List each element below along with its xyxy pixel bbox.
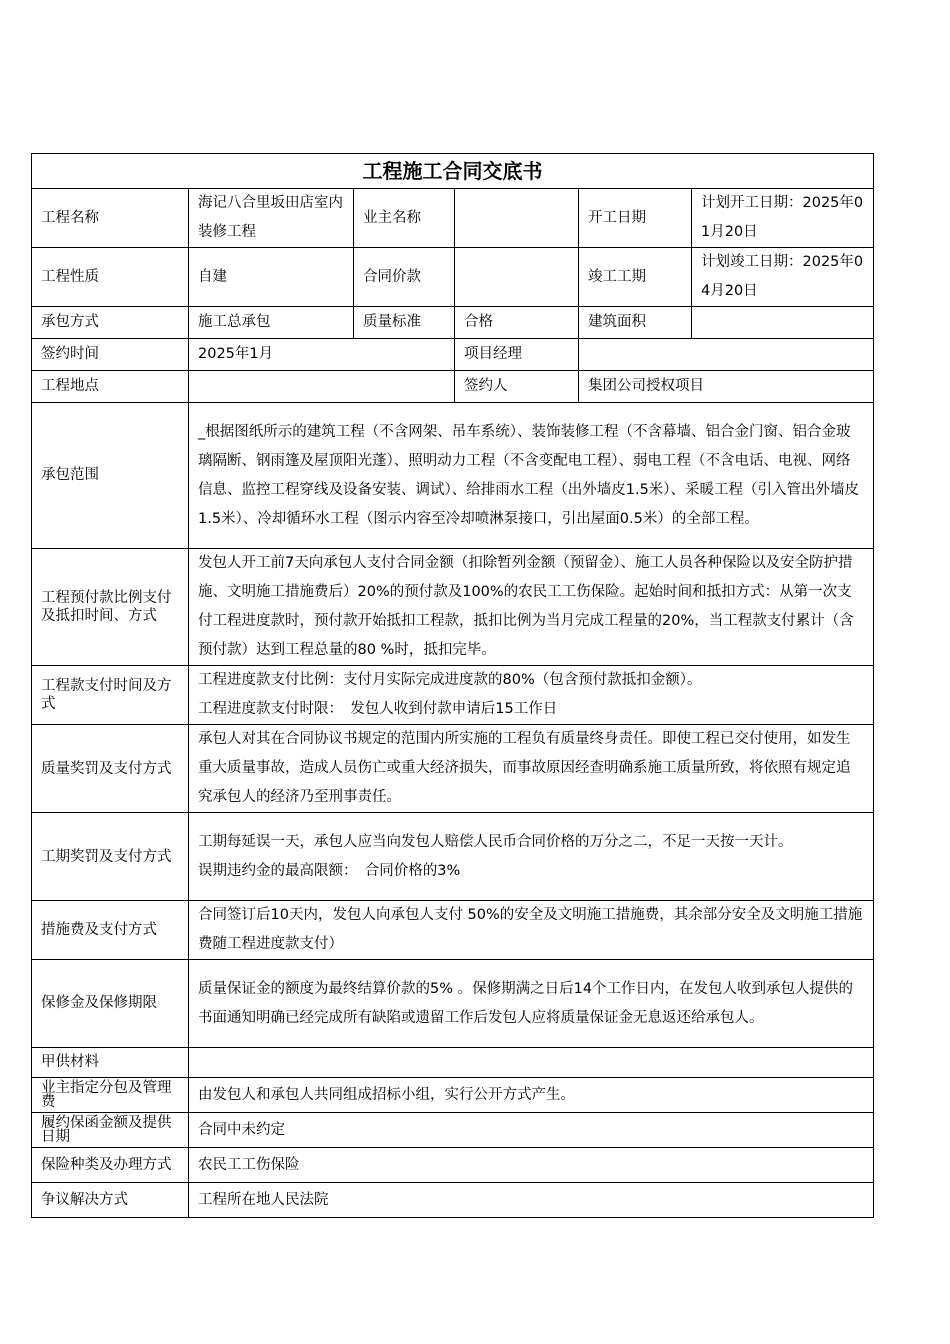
signer-label: 签约人 [455,371,579,403]
price-label: 合同价款 [354,248,455,307]
subcontract-label: 业主指定分包及管理费 [32,1078,189,1113]
schedule-reward-line-1: 工期每延误一天，承包人应当向发包人赔偿人民币合同价格的万分之二，不足一天按一天计。 [198,833,793,850]
dispute-label: 争议解决方式 [32,1183,189,1218]
scope-text: _根据图纸所示的建筑工程（不含网架、吊车系统）、装饰装修工程（不含幕墙、铝合金门窗、铝合金玻璃隔断、钢雨篷及屋顶阳光蓬）、照明动力工程（不含变配电工程）、弱电工程（不含电话、电视、网络信息、监控工程穿线及设备安装、调试）、给排雨水工程（出外墙皮1.5米）、采暖工程（引入管出外墙皮1.5米）、冷却循环水工程（图示内容至冷却喷淋泵接口，引出屋面0.5米）的全部工程。 [189,403,874,549]
area-label: 建筑面积 [579,307,692,339]
owner-name-label: 业主名称 [354,189,455,248]
signer-value: 集团公司授权项目 [579,371,874,403]
nature-label: 工程性质 [32,248,189,307]
bond-value: 合同中未约定 [189,1113,874,1148]
contract-mode-value: 施工总承包 [189,307,354,339]
warranty-label: 保修金及保修期限 [32,960,189,1048]
measures-label: 措施费及支付方式 [32,901,189,960]
bond-label: 履约保函金额及提供日期 [32,1113,189,1148]
scope-label: 承包范围 [32,403,189,549]
finish-date-value: 计划竣工日期：2025年04月20日 [692,248,874,307]
prepay-text: 发包人开工前7天向承包人支付合同金额（扣除暂列金额（预留金）、施工人员各种保险以及安全防护措施、文明施工措施费后）20%的预付款及100%的农民工工伤保险。起始时间和抵扣方式：从第一次支付工程进度款时，预付款开始抵扣工程款，抵扣比例为当月完成工程量的20%，当工程款支付累计（含预付款）达到工程总量的80 %时，抵扣完毕。 [189,549,874,666]
subcontract-value: 由发包人和承包人共同组成招标小组，实行公开方式产生。 [189,1078,874,1113]
finish-date-label: 竣工工期 [579,248,692,307]
manager-value [579,339,874,371]
supplied-materials-label: 甲供材料 [32,1048,189,1078]
start-date-value: 计划开工日期：2025年01月20日 [692,189,874,248]
document-title: 工程施工合同交底书 [32,154,874,189]
insurance-value: 农民工工伤保险 [189,1148,874,1183]
project-name-value: 海记八合里坂田店室内装修工程 [189,189,354,248]
measures-text: 合同签订后10天内，发包人向承包人支付 50%的安全及文明施工措施费，其余部分安全及文明施工措施费随工程进度款支付） [189,901,874,960]
warranty-text: 质量保证金的额度为最终结算价款的5% 。保修期满之日后14个工作日内，在发包人收到承包人提供的书面通知明确已经完成所有缺陷或遗留工作后发包人应将质量保证金无息返还给承包人。 [189,960,874,1048]
area-value [692,307,874,339]
supplied-materials-value [189,1048,874,1078]
quality-reward-label: 质量奖罚及支付方式 [32,725,189,813]
payment-text [189,666,874,725]
quality-reward-text: 承包人对其在合同协议书规定的范围内所实施的工程负有质量终身责任。即使工程已交付使用，如发生重大质量事故，造成人员伤亡或重大经济损失，而事故原因经查明确系施工质量所致，将依照有规定追究承包人的经济乃至刑事责任。 [189,725,874,813]
schedule-reward-text [189,813,874,901]
nature-value: 自建 [189,248,354,307]
quality-label: 质量标准 [354,307,455,339]
contract-mode-label: 承包方式 [32,307,189,339]
prepay-label: 工程预付款比例支付及抵扣时间、方式 [32,549,189,666]
schedule-reward-line-2: 误期违约金的最高限额： 合同价格的3% [198,862,461,879]
sign-time-label: 签约时间 [32,339,189,371]
owner-name-value [455,189,579,248]
quality-value: 合格 [455,307,579,339]
schedule-reward-label: 工期奖罚及支付方式 [32,813,189,901]
location-label: 工程地点 [32,371,189,403]
insurance-label: 保险种类及办理方式 [32,1148,189,1183]
dispute-value: 工程所在地人民法院 [189,1183,874,1218]
manager-label: 项目经理 [455,339,579,371]
price-value [455,248,579,307]
location-value [189,371,455,403]
payment-label: 工程款支付时间及方式 [32,666,189,725]
payment-line-2: 工程进度款支付时限： 发包人收到付款申请后15工作日 [198,701,558,717]
contract-table [31,153,874,1218]
start-date-label: 开工日期 [579,189,692,248]
payment-line-1: 工程进度款支付比例：支付月实际完成进度款的80%（包含预付款抵扣金额）。 [198,672,702,688]
project-name-label: 工程名称 [32,189,189,248]
sign-time-value: 2025年1月 [189,339,455,371]
